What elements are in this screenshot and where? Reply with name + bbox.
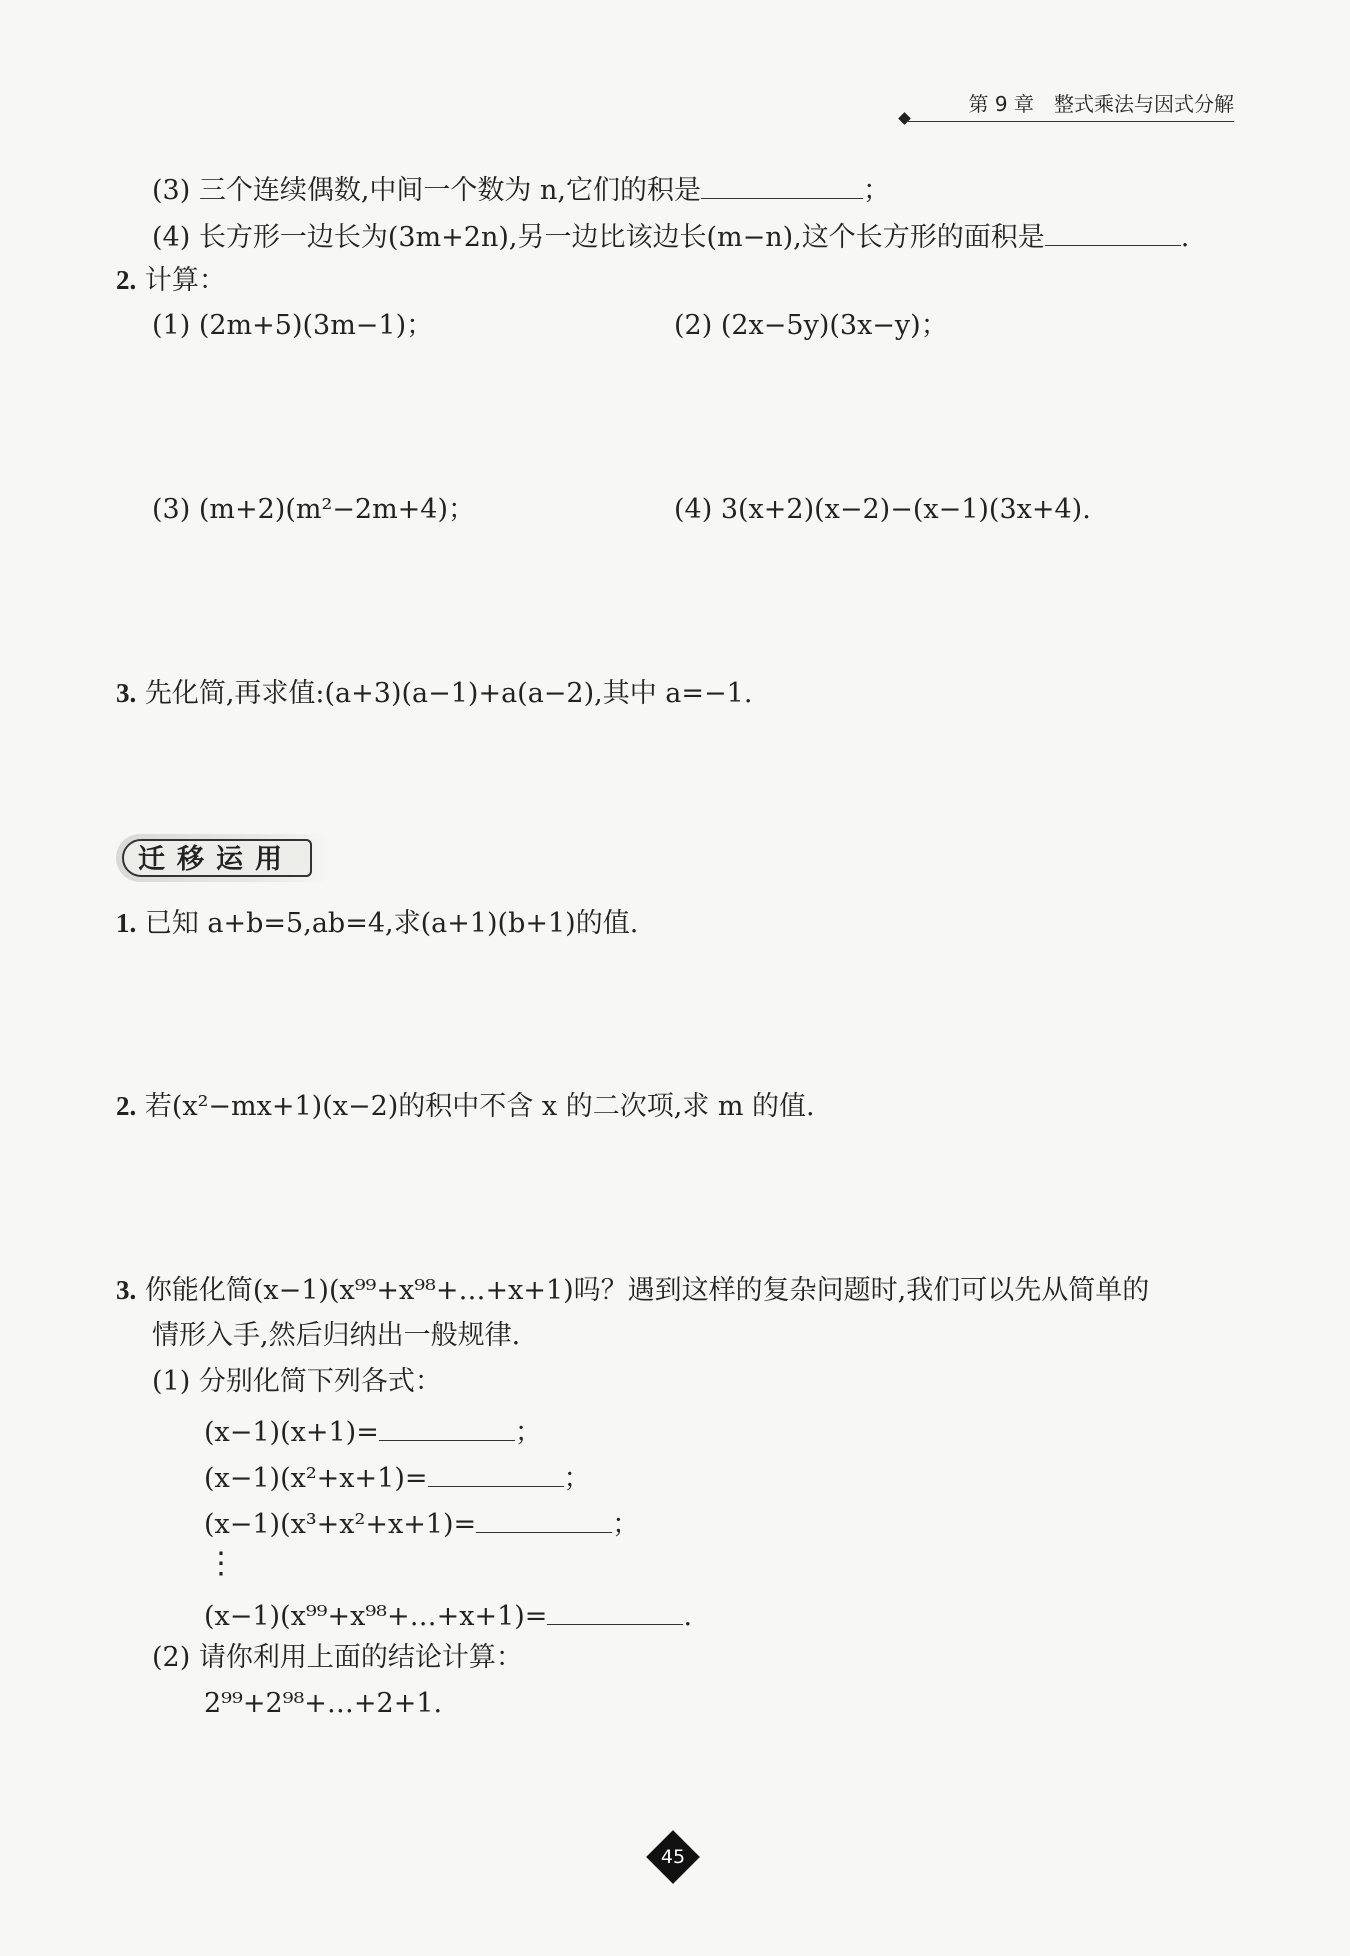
transfer-question-1: 1. 已知 a+b=5,ab=4,求(a+1)(b+1)的值.: [116, 908, 639, 939]
answer-blank[interactable]: [547, 1594, 683, 1625]
question-1-4: (4) 长方形一边长为(3m+2n),另一边比该边长(m−n),这个长方形的面积是 .: [152, 215, 1189, 256]
question-2-2: (2) (2x−5y)(3x−y)；: [674, 310, 948, 341]
vertical-ellipsis: ⋮: [206, 1546, 236, 1581]
page-number: 45: [660, 1846, 686, 1868]
question-2: 2. 计算：: [116, 265, 226, 296]
calculation-expression: 2⁹⁹+2⁹⁸+…+2+1.: [204, 1688, 443, 1719]
question-1-3: (3) 三个连续偶数,中间一个数为 n,它们的积是 ；: [152, 168, 890, 209]
question-2-4: (4) 3(x+2)(x−2)−(x−1)(3x+4).: [674, 494, 1091, 525]
section-title: 迁移运用: [122, 839, 312, 877]
transfer-question-2: 2. 若(x²−mx+1)(x−2)的积中不含 x 的二次项,求 m 的值.: [116, 1091, 815, 1122]
answer-blank[interactable]: [1045, 215, 1181, 246]
transfer-question-3: 3. 你能化简(x−1)(x⁹⁹+x⁹⁸+…+x+1)吗？遇到这样的复杂问题时,我们可以先从简单的: [116, 1275, 1150, 1306]
question-3: 3. 先化简,再求值:(a+3)(a−1)+a(a−2),其中 a=−1.: [116, 678, 753, 709]
question-2-1: (1) (2m+5)(3m−1)；: [152, 310, 434, 341]
answer-blank[interactable]: [379, 1410, 515, 1441]
expression-row: (x−1)(x+1)= ；: [204, 1410, 542, 1451]
chapter-header: 第 9 章 整式乘法与因式分解: [908, 88, 1234, 122]
expression-row: (x−1)(x²+x+1)= ；: [204, 1456, 591, 1497]
transfer-question-3-sub2: (2) 请你利用上面的结论计算：: [152, 1642, 523, 1673]
transfer-question-3-line2: 情形入手,然后归纳出一般规律.: [152, 1320, 521, 1351]
expression-row: (x−1)(x³+x²+x+1)= ；: [204, 1502, 639, 1543]
expression-row: (x−1)(x⁹⁹+x⁹⁸+…+x+1)= .: [204, 1594, 692, 1635]
answer-blank[interactable]: [701, 168, 863, 199]
answer-blank[interactable]: [428, 1456, 564, 1487]
transfer-question-3-sub1: (1) 分别化简下列各式：: [152, 1366, 442, 1397]
question-2-3: (3) (m+2)(m²−2m+4)；: [152, 494, 476, 525]
answer-blank[interactable]: [476, 1502, 612, 1533]
